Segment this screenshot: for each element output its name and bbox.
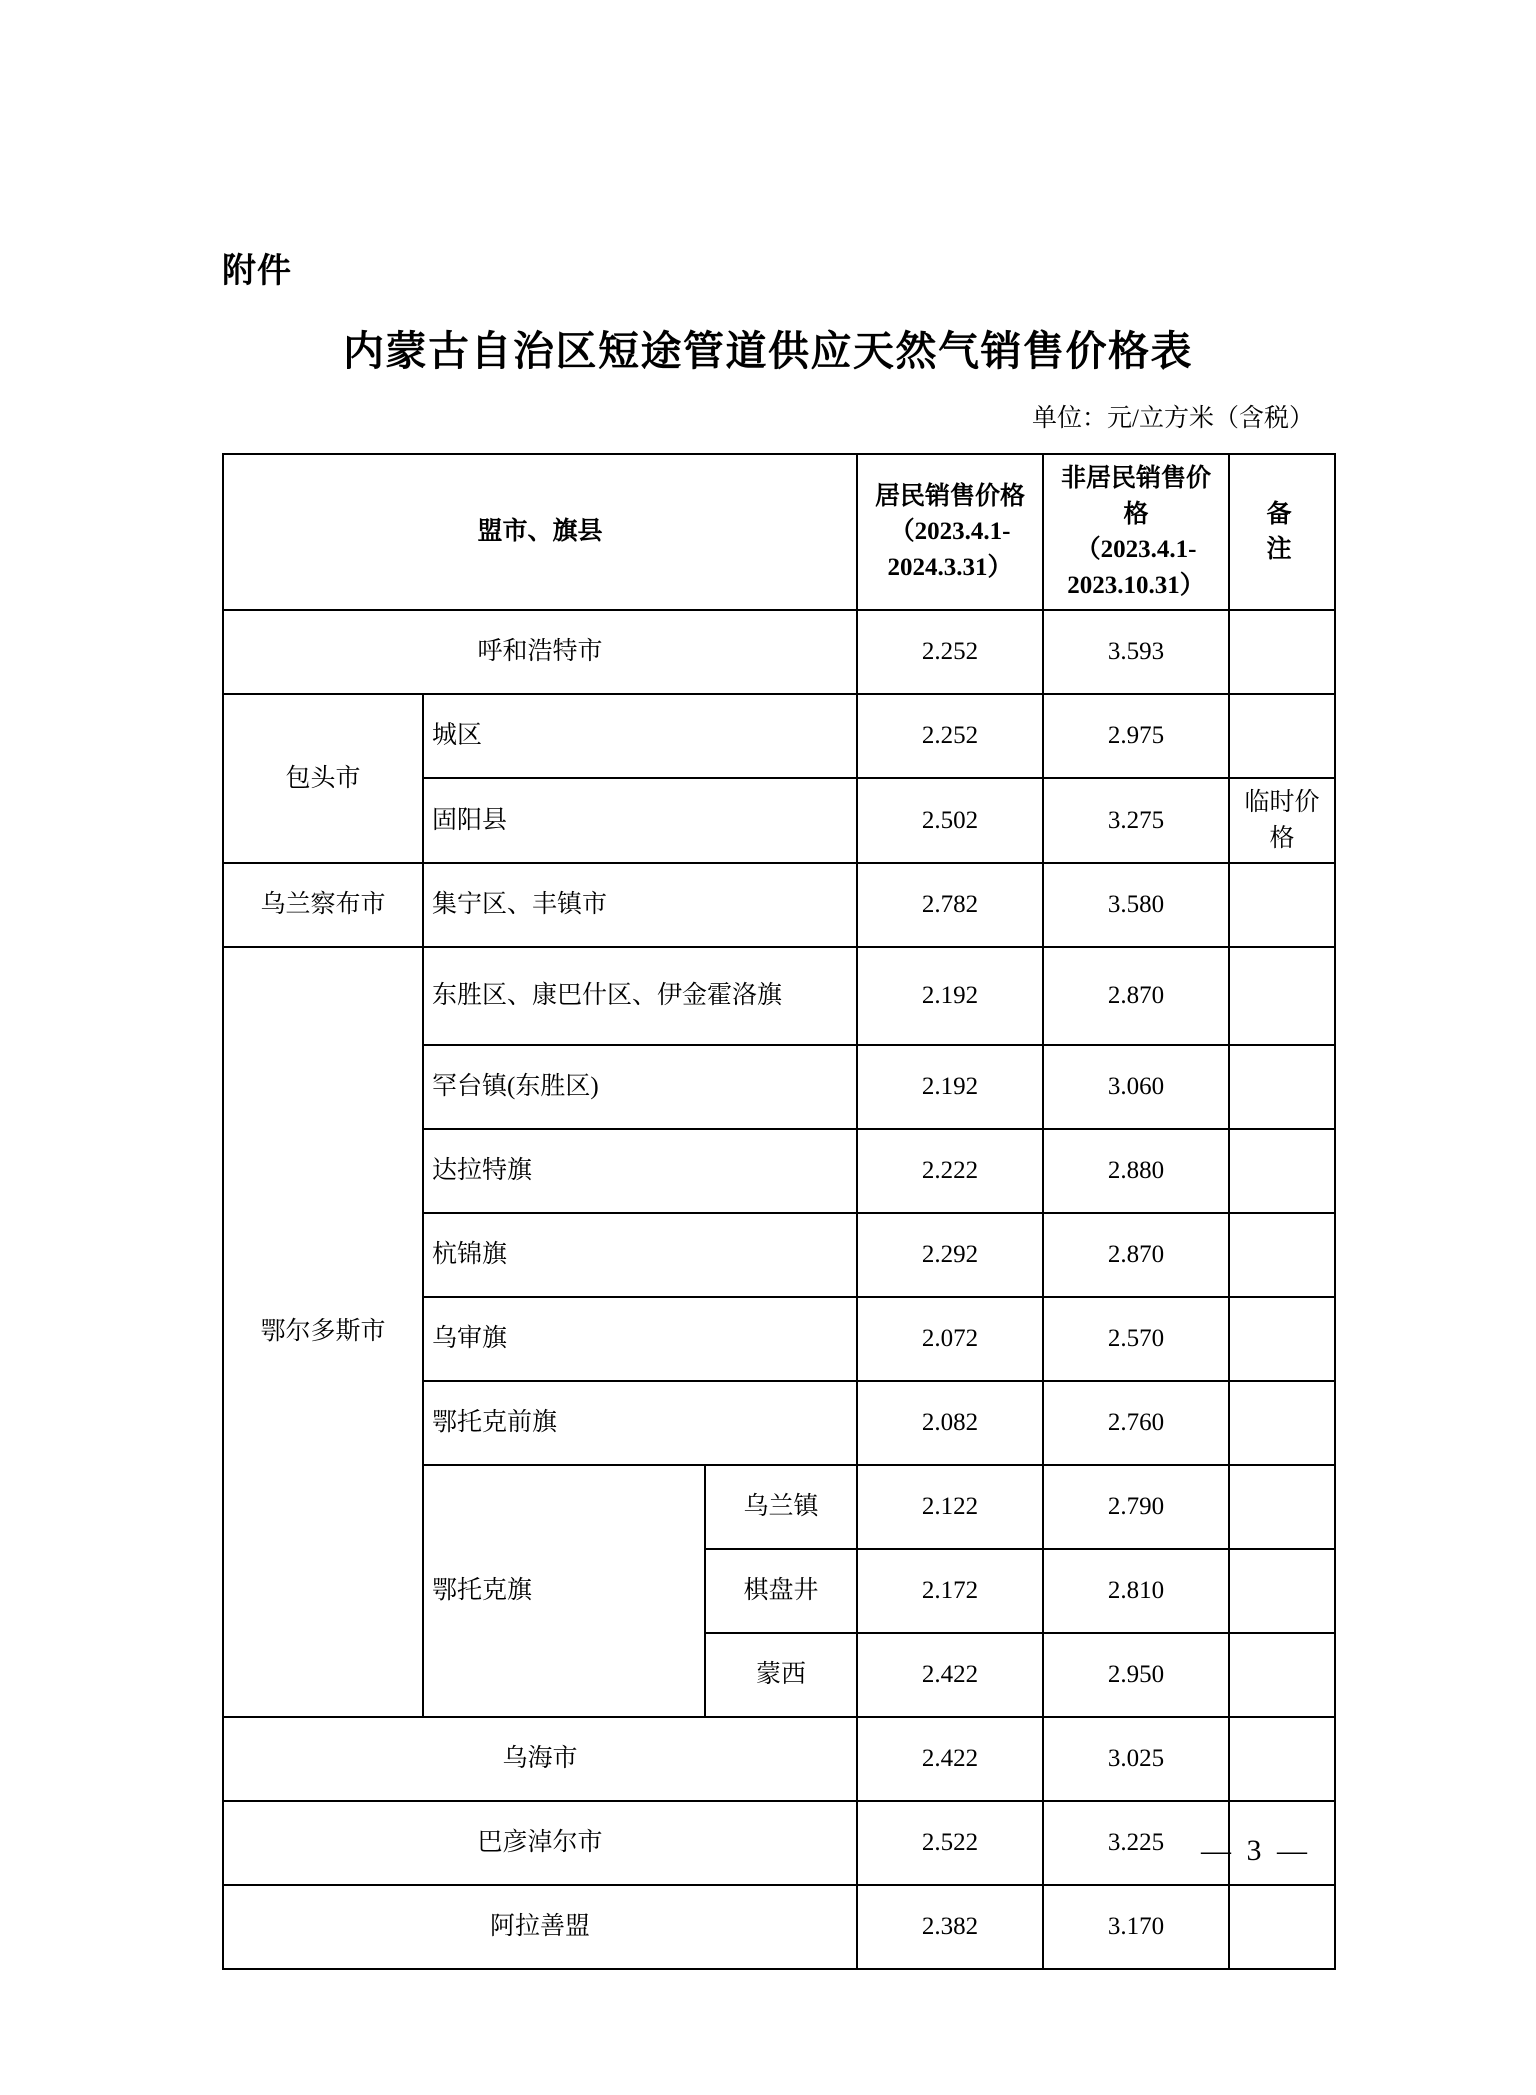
residential-price: 2.422 xyxy=(857,1717,1043,1801)
subregion-cell: 乌审旗 xyxy=(423,1297,857,1381)
table-header-row xyxy=(223,454,1335,610)
remark-cell xyxy=(1229,1549,1335,1633)
subregion-detail-cell: 乌兰镇 xyxy=(705,1465,857,1549)
header-remark: 备 注 xyxy=(1229,454,1335,610)
header-non-residential-line2: （2023.4.1- xyxy=(1075,536,1197,563)
table-row xyxy=(223,694,1335,778)
non-residential-price: 3.225 xyxy=(1043,1801,1229,1885)
residential-price: 2.252 xyxy=(857,610,1043,694)
table-row xyxy=(223,863,1335,947)
header-residential xyxy=(857,454,1043,610)
remark-cell xyxy=(1229,1129,1335,1213)
subregion-cell: 城区 xyxy=(423,694,857,778)
residential-price: 2.382 xyxy=(857,1885,1043,1969)
remark-cell xyxy=(1229,1381,1335,1465)
remark-cell: 临时价格 xyxy=(1229,778,1335,863)
remark-cell xyxy=(1229,1297,1335,1381)
residential-price: 2.072 xyxy=(857,1297,1043,1381)
residential-price: 2.192 xyxy=(857,1045,1043,1129)
non-residential-price: 2.790 xyxy=(1043,1465,1229,1549)
non-residential-price: 2.880 xyxy=(1043,1129,1229,1213)
non-residential-price: 2.570 xyxy=(1043,1297,1229,1381)
attachment-label: 附件 xyxy=(222,253,292,290)
header-region: 盟市、旗县 xyxy=(223,454,857,610)
header-residential-line2: （2023.4.1- xyxy=(889,518,1011,546)
subregion-cell: 集宁区、丰镇市 xyxy=(423,863,857,947)
header-non-residential-line1: 非居民销售价格 xyxy=(1060,465,1211,528)
subregion-detail-cell: 蒙西 xyxy=(705,1633,857,1717)
non-residential-price: 3.580 xyxy=(1043,863,1229,947)
remark-cell xyxy=(1229,1717,1335,1801)
remark-cell xyxy=(1229,947,1335,1045)
region-cell: 乌海市 xyxy=(223,1717,857,1801)
region-cell: 巴彦淖尔市 xyxy=(223,1801,857,1885)
non-residential-price: 2.870 xyxy=(1043,947,1229,1045)
remark-cell xyxy=(1229,694,1335,778)
remark-cell xyxy=(1229,1885,1335,1969)
subregion-cell: 罕台镇(东胜区) xyxy=(423,1045,857,1129)
table-row xyxy=(223,1801,1335,1885)
table-row xyxy=(223,1885,1335,1969)
non-residential-price: 2.810 xyxy=(1043,1549,1229,1633)
non-residential-price: 2.950 xyxy=(1043,1633,1229,1717)
region-cell: 阿拉善盟 xyxy=(223,1885,857,1969)
non-residential-price: 2.975 xyxy=(1043,694,1229,778)
non-residential-price: 3.275 xyxy=(1043,778,1229,863)
region-cell: 包头市 xyxy=(223,694,423,863)
region-cell: 鄂尔多斯市 xyxy=(223,947,423,1717)
residential-price: 2.192 xyxy=(857,947,1043,1045)
subregion-cell: 鄂托克旗 xyxy=(423,1465,705,1717)
non-residential-price: 3.170 xyxy=(1043,1885,1229,1969)
residential-price: 2.222 xyxy=(857,1129,1043,1213)
residential-price: 2.082 xyxy=(857,1381,1043,1465)
subregion-cell: 鄂托克前旗 xyxy=(423,1381,857,1465)
remark-cell xyxy=(1229,610,1335,694)
header-residential-line3: 2024.3.31） xyxy=(887,553,1013,581)
non-residential-price: 3.593 xyxy=(1043,610,1229,694)
non-residential-price: 3.025 xyxy=(1043,1717,1229,1801)
remark-cell xyxy=(1229,1045,1335,1129)
residential-price: 2.502 xyxy=(857,778,1043,863)
header-non-residential xyxy=(1043,454,1229,610)
subregion-cell: 达拉特旗 xyxy=(423,1129,857,1213)
residential-price: 2.782 xyxy=(857,863,1043,947)
subregion-detail-cell: 棋盘井 xyxy=(705,1549,857,1633)
residential-price: 2.122 xyxy=(857,1465,1043,1549)
table-row xyxy=(223,947,1335,1045)
header-non-residential-line3: 2023.10.31） xyxy=(1067,571,1205,599)
non-residential-price: 2.760 xyxy=(1043,1381,1229,1465)
residential-price: 2.522 xyxy=(857,1801,1043,1885)
page-title: 内蒙古自治区短途管道供应天然气销售价格表 xyxy=(343,328,1193,374)
residential-price: 2.172 xyxy=(857,1549,1043,1633)
non-residential-price: 2.870 xyxy=(1043,1213,1229,1297)
table-row xyxy=(223,1717,1335,1801)
remark-cell xyxy=(1229,1465,1335,1549)
table-row xyxy=(223,610,1335,694)
remark-cell xyxy=(1229,863,1335,947)
subregion-cell: 固阳县 xyxy=(423,778,857,863)
residential-price: 2.252 xyxy=(857,694,1043,778)
price-table xyxy=(222,453,1336,1970)
subregion-cell: 东胜区、康巴什区、伊金霍洛旗 xyxy=(423,947,857,1045)
page-number: — 3 — xyxy=(1201,1834,1311,1867)
region-cell: 乌兰察布市 xyxy=(223,863,423,947)
non-residential-price: 3.060 xyxy=(1043,1045,1229,1129)
residential-price: 2.422 xyxy=(857,1633,1043,1717)
remark-cell xyxy=(1229,1213,1335,1297)
subregion-cell: 杭锦旗 xyxy=(423,1213,857,1297)
unit-note: 单位：元/立方米（含税） xyxy=(1032,405,1314,432)
region-cell: 呼和浩特市 xyxy=(223,610,857,694)
header-residential-line1: 居民销售价格 xyxy=(874,482,1025,510)
remark-cell xyxy=(1229,1633,1335,1717)
residential-price: 2.292 xyxy=(857,1213,1043,1297)
